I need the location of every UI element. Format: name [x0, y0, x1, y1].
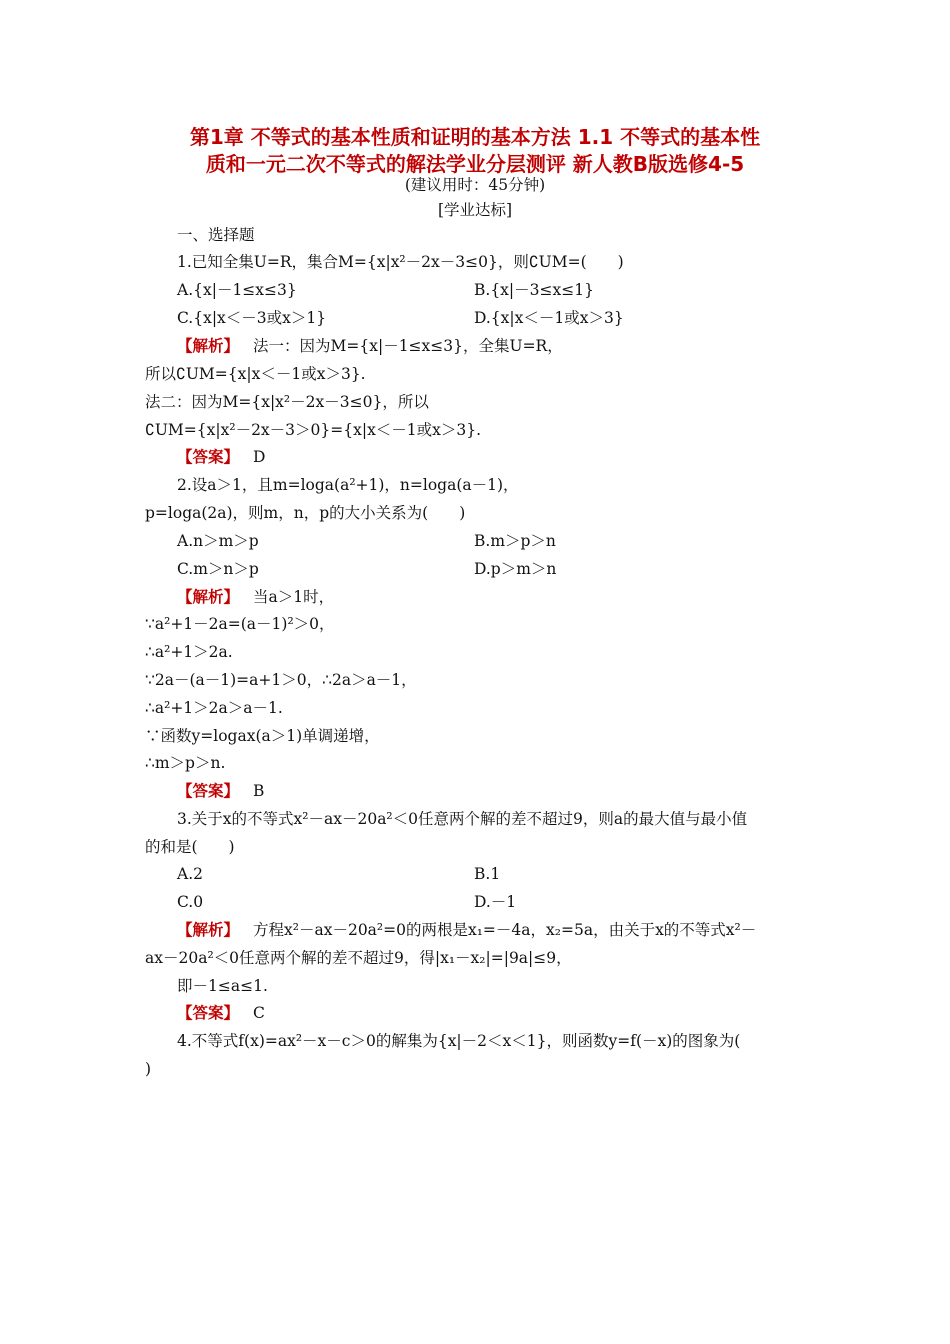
q1-analysis-line-3: 法二：因为M={x|x²－2x－3≤0}，所以 [145, 393, 429, 411]
document-title [140, 124, 810, 178]
q1-analysis-line-4: ∁UM={x|x²－2x－3＞0}={x|x＜－1或x＞3}. [145, 421, 482, 439]
analysis-label: 【解析】 [177, 587, 240, 606]
q1-option-b: B.{x|－3≤x≤1} [474, 281, 594, 299]
q2-stem-line-2: p=loga(2a)，则m，n，p的大小关系为( ) [145, 504, 466, 522]
q3-analysis-line-2: ax－20a²＜0任意两个解的差不超过9，得|x₁－x₂|=|9a|≤9， [145, 949, 572, 967]
q3-option-a: A.2 [177, 865, 203, 883]
q4-stem-line-1: 4.不等式f(x)=ax²－x－c＞0的解集为{x|－2＜x＜1}，则函数y=f(－x)的图象为( [177, 1032, 741, 1050]
title-line-1: 第1章 不等式的基本性质和证明的基本方法 1.1 不等式的基本性 [189, 125, 761, 149]
section-heading: 一、选择题 [177, 226, 255, 244]
q3-analysis-text-1: 方程x²－ax－20a²=0的两根是x₁=－4a，x₂=5a，由关于x的不等式x²－ [253, 921, 757, 939]
q1-analysis-text-1: 法一：因为M={x|－1≤x≤3}，全集U=R， [253, 337, 563, 355]
q2-analysis-line-1 [177, 587, 334, 607]
time-note: (建议用时：45分钟) [404, 176, 546, 194]
q2-option-b: B.m＞p＞n [474, 532, 556, 550]
q2-analysis-line-6: ∵函数y=logax(a＞1)单调递增， [145, 727, 380, 745]
analysis-label: 【解析】 [177, 920, 240, 939]
q1-analysis-line-1 [177, 336, 563, 356]
q2-analysis-line-5: ∴a²+1＞2a＞a－1. [145, 699, 283, 717]
q1-answer [177, 447, 265, 467]
q3-stem-line-1: 3.关于x的不等式x²－ax－20a²＜0任意两个解的差不超过9，则a的最大值与最小值 [177, 810, 748, 828]
q4-stem-line-2: ) [145, 1060, 152, 1078]
q2-answer-value: B [253, 782, 265, 800]
level-heading: [学业达标] [437, 201, 513, 219]
q3-answer [177, 1003, 265, 1023]
q3-option-b: B.1 [474, 865, 501, 883]
q2-analysis-text-1: 当a＞1时， [253, 588, 335, 606]
q1-option-d: D.{x|x＜－1或x＞3} [474, 309, 624, 327]
answer-label: 【答案】 [177, 1003, 240, 1022]
q1-answer-value: D [253, 448, 266, 466]
q1-analysis-line-2: 所以∁UM={x|x＜－1或x＞3}. [145, 365, 366, 383]
q3-option-c: C.0 [177, 893, 204, 911]
q2-stem-line-1: 2.设a＞1，且m=loga(a²+1)，n=loga(a－1)， [177, 476, 519, 494]
answer-label: 【答案】 [177, 781, 240, 800]
q3-analysis-line-1 [177, 920, 756, 940]
q3-answer-value: C [253, 1004, 265, 1022]
q3-stem-line-2: 的和是( ) [145, 838, 235, 856]
q2-analysis-line-4: ∵2a－(a－1)=a+1＞0，∴2a＞a－1， [145, 671, 417, 689]
answer-label: 【答案】 [177, 447, 240, 466]
q3-option-d: D.－1 [474, 893, 517, 911]
q2-analysis-line-2: ∵a²+1－2a=(a－1)²＞0， [145, 615, 335, 633]
q1-option-a: A.{x|－1≤x≤3} [177, 281, 297, 299]
q2-option-a: A.n＞m＞p [177, 532, 259, 550]
q2-option-d: D.p＞m＞n [474, 560, 557, 578]
analysis-label: 【解析】 [177, 336, 240, 355]
q1-option-c: C.{x|x＜－3或x＞1} [177, 309, 327, 327]
q1-stem: 1.已知全集U=R，集合M={x|x²－2x－3≤0}，则∁UM=( ) [177, 253, 624, 271]
q2-answer [177, 781, 264, 801]
title-line-2: 质和一元二次不等式的解法学业分层测评 新人教B版选修4-5 [205, 152, 745, 176]
q2-analysis-line-7: ∴m＞p＞n. [145, 754, 226, 772]
q2-option-c: C.m＞n＞p [177, 560, 259, 578]
q2-analysis-line-3: ∴a²+1＞2a. [145, 643, 233, 661]
q3-analysis-line-3: 即－1≤a≤1. [177, 977, 268, 995]
